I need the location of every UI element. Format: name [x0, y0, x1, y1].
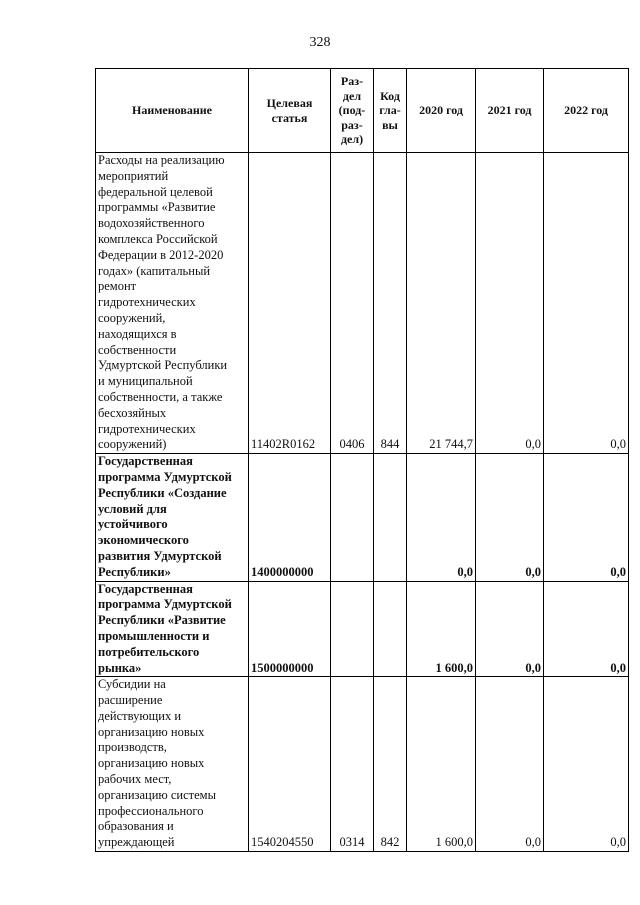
row-target: 1500000000 [249, 581, 331, 677]
table-header-row [96, 69, 629, 153]
row-2020: 1 600,0 [407, 677, 476, 852]
row-name: Государственная программа Удмуртской Республики «Развитие промышленности и потребительского рынка» [96, 581, 249, 677]
page-number: 328 [309, 35, 331, 50]
row-section [331, 581, 374, 677]
header-target: Целевая статья [249, 69, 331, 153]
row-2021: 0,0 [476, 677, 544, 852]
header-2022: 2022 год [544, 69, 629, 153]
row-chapter [374, 454, 407, 581]
header-name: Наименование [96, 69, 249, 153]
row-2020: 21 744,7 [407, 153, 476, 454]
header-chapter: Код гла- вы [374, 69, 407, 153]
table-row [96, 153, 629, 454]
row-2021: 0,0 [476, 454, 544, 581]
row-2022: 0,0 [544, 581, 629, 677]
row-name: Государственная программа Удмуртской Республики «Создание условий для устойчивого экономического развития Удмуртской Республики» [96, 454, 249, 581]
row-chapter [374, 581, 407, 677]
row-target: 11402R0162 [249, 153, 331, 454]
row-chapter: 844 [374, 153, 407, 454]
row-section [331, 454, 374, 581]
budget-table [95, 68, 629, 852]
row-2021: 0,0 [476, 153, 544, 454]
row-section: 0406 [331, 153, 374, 454]
row-chapter: 842 [374, 677, 407, 852]
table-row [96, 454, 629, 581]
row-name: Расходы на реализацию мероприятий федеральной целевой программы «Развитие водохозяйственного комплекса Российской Федерации в 2012-2020 годах» (капитальный ремонт гидротехнических сооружений, находящихся в собственности Удмуртской Республики и муниципальной собственности, а также бесхозяйных гидротехнических сооружений) [96, 153, 249, 454]
header-section: Раз- дел (под- раз- дел) [331, 69, 374, 153]
table-row [96, 677, 629, 852]
table-row [96, 581, 629, 677]
row-2020: 0,0 [407, 454, 476, 581]
row-2022: 0,0 [544, 153, 629, 454]
row-name: Субсидии на расширение действующих и организацию новых производств, организацию новых рабочих мест, организацию системы профессионального образования и упреждающей [96, 677, 249, 852]
row-2020: 1 600,0 [407, 581, 476, 677]
row-target: 1400000000 [249, 454, 331, 581]
header-2020: 2020 год [407, 69, 476, 153]
header-2021: 2021 год [476, 69, 544, 153]
row-2021: 0,0 [476, 581, 544, 677]
row-2022: 0,0 [544, 677, 629, 852]
row-section: 0314 [331, 677, 374, 852]
row-target: 1540204550 [249, 677, 331, 852]
row-2022: 0,0 [544, 454, 629, 581]
